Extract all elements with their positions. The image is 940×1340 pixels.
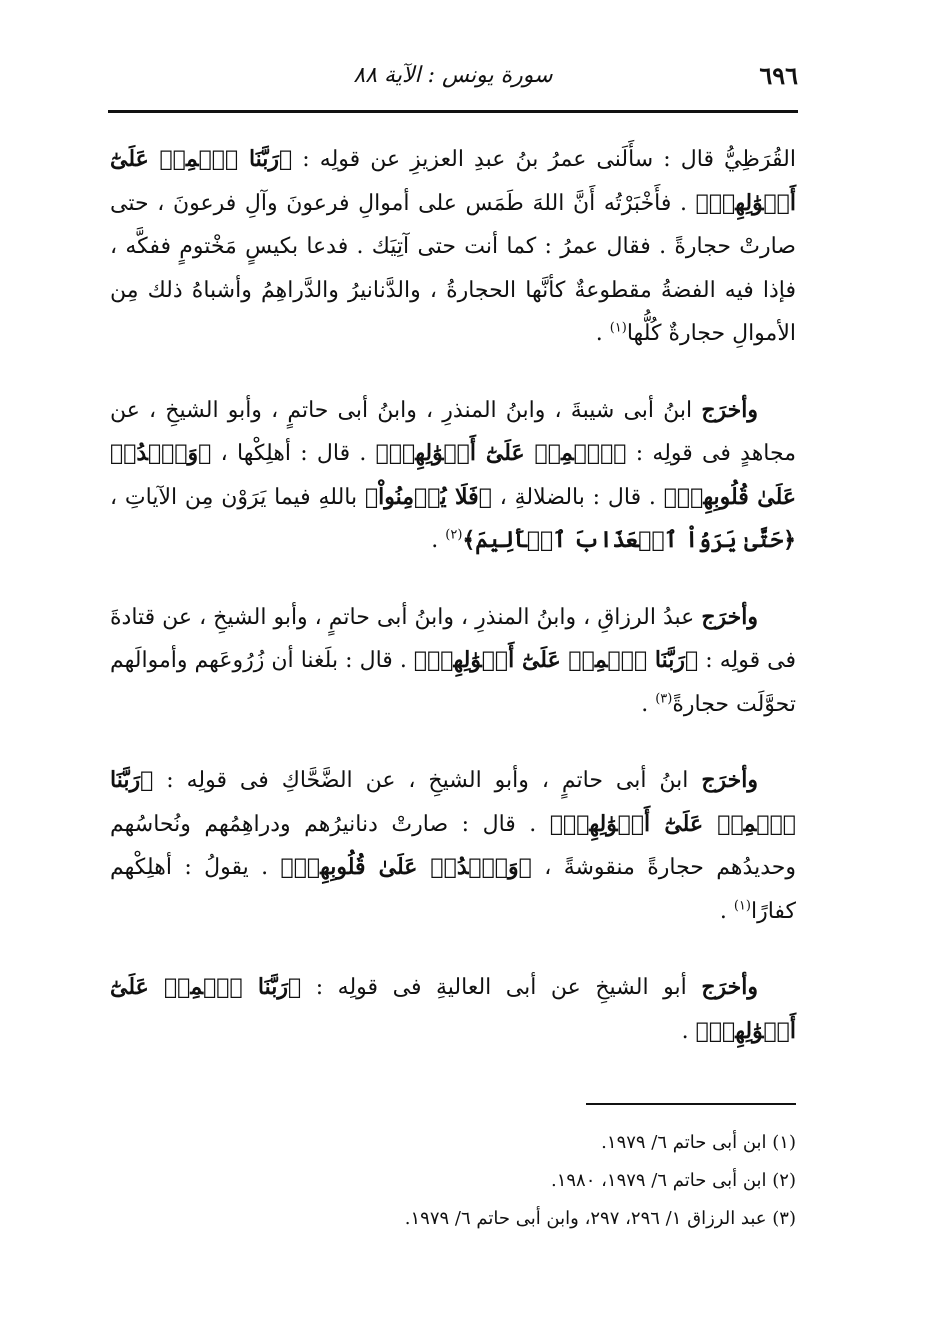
paragraph-text: . xyxy=(681,1018,696,1044)
paragraph-text: . قال : صارتْ دنانيرُهم ودراهِمُهم ونُحاسُهم وحديدُهم حجارةً منقوشةً ، xyxy=(110,811,796,880)
paragraph-4 xyxy=(110,759,796,933)
paragraph-text: القُرَظِيُّ قال : سأَلَنى عمرُ بنُ عبدِ العزيزِ عن قولِه : xyxy=(292,147,796,172)
footnote-ref: (١) xyxy=(733,898,751,914)
paragraph-text: . قال : بلَغنا أن زُرُوعَهم وأموالَهم تحوَّلَت حجارةً xyxy=(110,648,796,717)
quran-quote: ﴿حَتَّىٰ يَرَوُاْ ٱلۡعَذَابَ ٱلۡأَلِيمَ﴾ xyxy=(462,527,796,553)
paragraph-text: باللهِ فيما يَرَوْن مِن الآياتِ ، xyxy=(110,484,365,510)
paragraph-end: . xyxy=(431,528,446,553)
paragraph-text: . قال : أهلِكْها ، xyxy=(211,441,376,466)
page-header xyxy=(108,60,798,100)
quran-quote: ﴿رَبَّنَا ٱطۡمِسۡ عَلَىٰٓ أَمۡوَٰلِهِمۡ﴾ xyxy=(110,146,796,216)
paragraph-1 xyxy=(110,138,796,356)
paragraph-text: عبدُ الرزاقِ ، وابنُ المنذرِ ، وابنُ أبى حاتمٍ ، وأبو الشيخِ ، عن قتادةَ فى قولِه : xyxy=(110,604,797,673)
paragraph-text: . فأَخْبَرْتُه أَنَّ اللهَ طَمَس على أموالِ فرعونَ وآلِ فرعونَ ، حتى صارتْ حجارةً . فقال عمرُ : كما أنت حتى آتِيَك . فدعا بكيسٍ مَخْتومٍ ففكَّه ، فإذا فيه الفضةُ مقطوعةٌ كأنَّها الحجارةُ ، والدَّنانيرُ والدَّراهِمُ وأشباهُ ذلك مِن الأموالِ حجارةٌ كُلُّها xyxy=(110,190,796,346)
quran-quote: ﴿فَلَا يُؤۡمِنُواْ﴾ xyxy=(364,483,492,510)
quran-quote: ﴿رَبَّنَا ٱطۡمِسۡ عَلَىٰٓ أَمۡوَٰلِهِمۡ﴾ xyxy=(413,647,699,673)
paragraph-text: ابنُ أبى شيبةَ ، وابنُ المنذرِ ، وابنُ أبى حاتمٍ ، وأبو الشيخِ ، عن مجاهدٍ فى قولِه : xyxy=(110,397,796,466)
footnote-ref: (٢) xyxy=(445,527,463,543)
main-text xyxy=(110,138,796,1086)
footnote-1: (١) ابن أبى حاتم ٦/ ١٩٧٩. xyxy=(601,1132,796,1153)
paragraph-end: . xyxy=(641,691,656,717)
paragraph-text: ابنُ أبى حاتمٍ ، وأبو الشيخِ ، عن الضَّحَّاكِ فى قولِه : xyxy=(153,768,702,793)
paragraph-2 xyxy=(110,389,796,563)
paragraph-3 xyxy=(110,596,796,727)
footnote-2: (٢) ابن أبى حاتم ٦/ ١٩٧٩، ١٩٨٠. xyxy=(550,1170,796,1191)
quran-quote: ﴿ٱطۡمِسۡ عَلَىٰٓ أَمۡوَٰلِهِمۡ﴾ xyxy=(375,440,627,466)
footnote-3: (٣) عبد الرزاق ١/ ٢٩٦، ٢٩٧، وابن أبى حاتم ٦/ ١٩٧٩. xyxy=(404,1208,796,1229)
footnote-ref: (١) xyxy=(609,320,627,336)
quran-quote: ﴿وَٱشۡدُدۡ عَلَىٰ قُلُوبِهِمۡ﴾ xyxy=(110,440,796,510)
quran-quote: ﴿وَٱشۡدُدۡ عَلَىٰ قُلُوبِهِمۡ﴾ xyxy=(280,854,532,880)
paragraph-text: . قال : بالضلالةِ ، xyxy=(491,484,664,510)
paragraph-end: . xyxy=(595,321,610,346)
paragraph-text: أبو الشيخِ عن أبى العاليةِ فى قولِه : xyxy=(301,975,702,1000)
header-divider xyxy=(108,110,798,113)
quran-quote: ﴿رَبَّنَا ٱطۡمِسۡ عَلَىٰٓ أَمۡوَٰلِهِمۡ﴾ xyxy=(110,767,796,837)
paragraph-5 xyxy=(110,966,796,1053)
paragraph-lead: وأخرَج xyxy=(701,974,758,1000)
footnote-divider xyxy=(586,1103,796,1105)
quran-quote: ﴿رَبَّنَا ٱطۡمِسۡ عَلَىٰٓ أَمۡوَٰلِهِمۡ﴾ xyxy=(110,974,796,1044)
paragraph-lead: وأخرَج xyxy=(701,396,758,423)
paragraph-end: . xyxy=(719,898,734,924)
page-number: ٦٩٦ xyxy=(759,61,798,90)
paragraph-lead: وأخرَج xyxy=(701,603,758,630)
footnote-ref: (٣) xyxy=(655,691,673,707)
paragraph-text: . يقولُ : أهلِكْهم كفارًا xyxy=(110,855,796,924)
paragraph-lead: وأخرَج xyxy=(701,767,758,793)
footnotes xyxy=(196,1124,796,1238)
running-title: سورة يونس : الآية ٨٨ xyxy=(353,63,553,88)
